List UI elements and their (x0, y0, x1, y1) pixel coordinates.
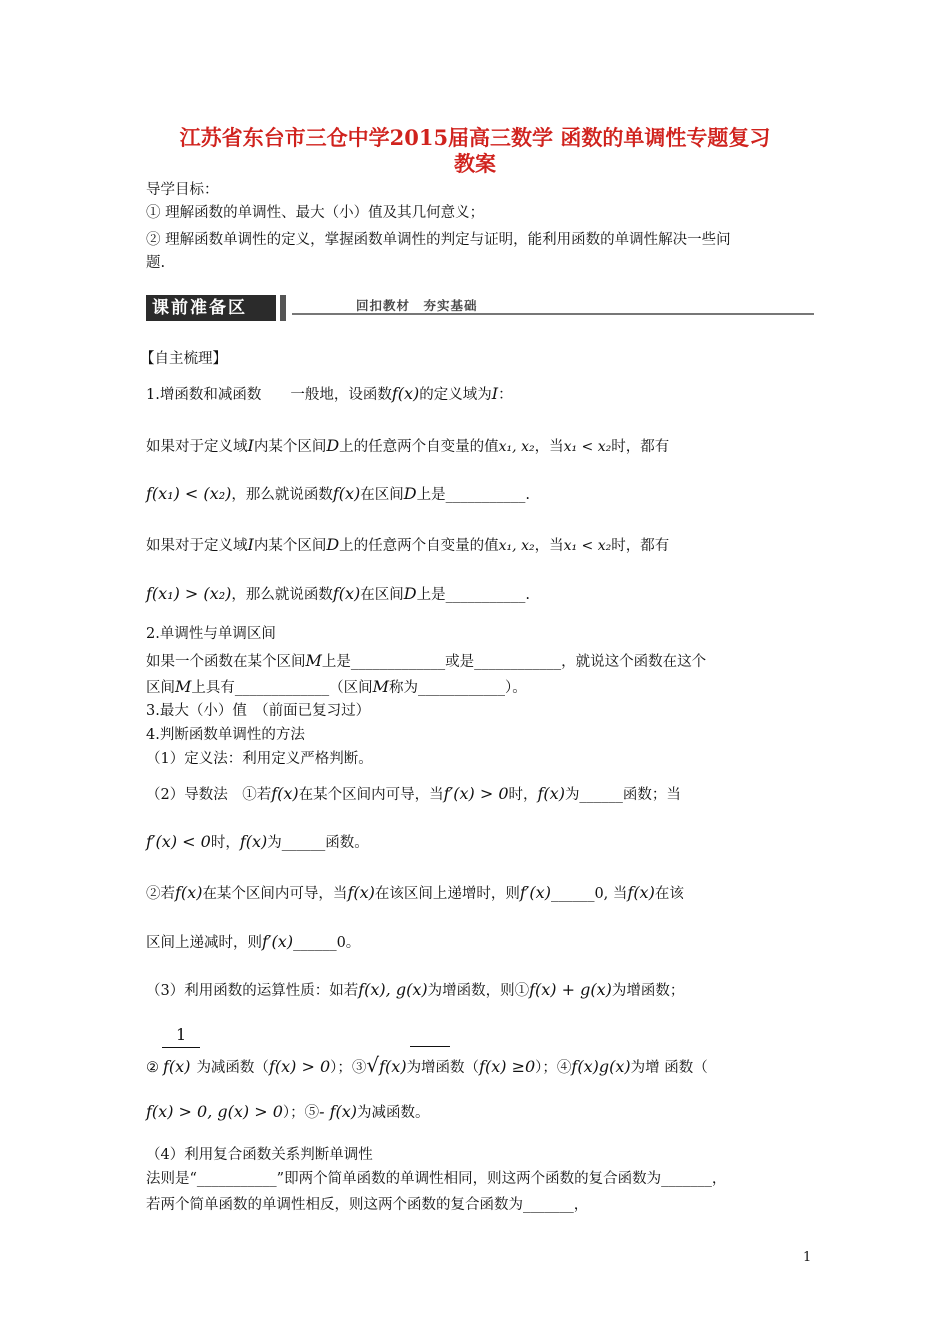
p4-composite-rule-2: 若两个简单函数的单调性相反，则这两个函数的复合函数为_______， (146, 1197, 589, 1213)
text: ______0。 (293, 935, 361, 951)
text: 内某个区间 (253, 538, 327, 554)
blank-answer: 上是___________. (416, 587, 530, 603)
text: 在区间 (360, 587, 404, 603)
text: 区间 (146, 680, 175, 696)
text: 在某个区间内可导，当 (202, 886, 348, 902)
document-title-line1: 江苏省东台市三仓中学2015届高三数学 函数的单调性专题复习 (179, 125, 771, 150)
text: 为______函数；当 (564, 787, 681, 803)
math-inequality: f(x₁) < (x₂) (146, 484, 232, 503)
text: 为减函数。 (357, 1105, 430, 1121)
text: 上是_____________或是____________，就说这个函数在这个 (321, 654, 707, 670)
text: 在某个区间内可导，当 (298, 787, 444, 803)
p4-operation-method (146, 980, 684, 1001)
math-D: D (403, 584, 417, 603)
section-heading: 【自主梳理】 (140, 351, 227, 367)
math-derivative-positive: f′(x) > 0 (443, 784, 509, 803)
text: ②若 (146, 886, 175, 902)
math-condition: x₁ < x₂ (563, 439, 612, 455)
p2-line2 (146, 677, 527, 698)
math-fx: f(x) (239, 832, 268, 851)
math-fx: f(x) (347, 883, 375, 902)
math-fx: f(x) (175, 883, 203, 902)
math-fprime: f′(x) (519, 883, 551, 902)
p4-heading: 4.判断函数单调性的方法 (146, 727, 305, 743)
text: 时， (508, 787, 538, 803)
math-I: I (247, 436, 254, 455)
text: 为增函数，则① (427, 983, 530, 999)
p4-composite-heading: （4）利用复合函数关系判断单调性 (146, 1147, 373, 1163)
p4-composite-rule-1: 法则是“___________”即两个简单函数的单调性相同，则这两个函数的复合函数为_______， (146, 1171, 727, 1187)
text: 如果对于定义域 (146, 538, 248, 554)
text: ）；④ (535, 1060, 572, 1076)
math-D: D (403, 484, 417, 503)
text: ，那么就说函数 (231, 487, 333, 503)
sqrt-bar (410, 1046, 450, 1047)
text: 为减函数（ (196, 1060, 269, 1076)
math-M: M (305, 651, 322, 670)
math-I: I (247, 535, 254, 554)
math-D: D (326, 436, 340, 455)
text: 为增函数； (611, 983, 685, 999)
math-condition: f(x) ≥0 (479, 1057, 536, 1076)
section-banner-label: 课前准备区 (146, 295, 276, 321)
text: 为______函数。 (267, 835, 369, 851)
math-fx: f(x) (391, 384, 420, 403)
text: 的定义域为 (419, 387, 492, 403)
fraction-numerator: 1 (176, 1025, 187, 1044)
p3-text: 3.最大（小）值 （前面已复习过） (146, 703, 371, 719)
math-inequality: f(x₁) > (x₂) (146, 584, 232, 603)
math-condition: f(x) > 0 (268, 1057, 331, 1076)
text: （3）利用函数的运算性质：如若 (146, 983, 359, 999)
math-fx: f(x) (627, 883, 655, 902)
math-fx: f(x) (271, 784, 299, 803)
text: 为增 函数（ (630, 1060, 708, 1076)
text: ： (498, 387, 513, 403)
p4-derivative-2-cont (146, 932, 360, 953)
p4-derivative-method-cont (146, 832, 369, 853)
p4-derivative-method (146, 784, 681, 805)
text: 上的任意两个自变量的值 (339, 538, 499, 554)
text: 在区间 (360, 487, 404, 503)
p1-increasing-def (146, 436, 669, 457)
math-M: M (372, 677, 390, 696)
math-x1-x2: x₁, x₂ (498, 439, 535, 455)
text: （2）导数法 ①若 (146, 787, 272, 803)
text: ）；⑤ (282, 1105, 320, 1121)
p1-intro (146, 384, 513, 405)
math-fx: f(x) (332, 584, 361, 603)
document-title-line2: 教案 (454, 151, 496, 176)
math-I: I (491, 384, 499, 403)
p4-definition-method: （1）定义法：利用定义严格判断。 (146, 751, 373, 767)
text: 时， (210, 835, 240, 851)
p1-increasing-def-cont (146, 484, 530, 505)
math-x1-x2: x₁, x₂ (498, 538, 535, 554)
p2-line1 (146, 651, 706, 672)
p2-heading: 2.单调性与单调区间 (146, 626, 276, 642)
banner-bar (280, 295, 286, 321)
sqrt-sign: √ (366, 1053, 380, 1077)
math-condition: x₁ < x₂ (563, 538, 612, 554)
text: 为增函数（ (406, 1060, 480, 1076)
goal-item-2-cont: 题. (146, 255, 166, 271)
math-condition: f(x) > 0, g(x) > 0 (146, 1102, 283, 1121)
text: 上具有_____________（区间 (191, 680, 373, 696)
math-sum: f(x) + g(x) (529, 980, 612, 999)
text: ，当 (534, 538, 564, 554)
page-number: 1 (803, 1250, 812, 1265)
math-fprime: f′(x) (262, 932, 294, 951)
math-fraction-denominator: f(x) (163, 1057, 191, 1076)
math-fx: f(x) (332, 484, 361, 503)
text: 如果一个函数在某个区间 (146, 654, 306, 670)
math-D: D (326, 535, 340, 554)
text: 上的任意两个自变量的值 (339, 439, 499, 455)
text: 称为____________）。 (389, 680, 527, 696)
text: ______0, 当 (550, 886, 628, 902)
text: 在该区间上递增时，则 (374, 886, 520, 902)
math-fx: f(x) (537, 784, 565, 803)
text: 1.增函数和减函数 一般地，设函数 (146, 387, 392, 403)
text: ，那么就说函数 (231, 587, 333, 603)
section-banner-subtitle: 回扣教材 夯实基础 (356, 298, 478, 313)
goals-heading: 导学目标： (146, 182, 219, 198)
fraction-bar (162, 1047, 200, 1048)
math-f-g: f(x), g(x) (358, 980, 428, 999)
p1-decreasing-def-cont (146, 584, 530, 605)
math-negative: - f(x) (319, 1102, 358, 1121)
blank-answer: 上是___________. (416, 487, 530, 503)
p4-operation-list (146, 1055, 708, 1078)
math-sqrt-arg: f(x) (379, 1057, 407, 1076)
p1-decreasing-def (146, 535, 669, 556)
p4-operation-list-cont (146, 1102, 430, 1123)
goal-item-1: ① 理解函数的单调性、最大（小）值及其几何意义； (146, 205, 485, 221)
text: 如果对于定义域 (146, 439, 248, 455)
text: 时，都有 (611, 439, 670, 455)
math-M: M (175, 677, 192, 696)
math-product: f(x)g(x) (571, 1057, 631, 1076)
text: 在该 (654, 886, 684, 902)
math-derivative-negative: f′(x) < 0 (146, 832, 211, 851)
goal-item-2: ② 理解函数单调性的定义，掌握函数单调性的判定与证明，能利用函数的单调性解决一些问 (146, 232, 731, 248)
p4-derivative-2 (146, 883, 684, 904)
text: 内某个区间 (253, 439, 327, 455)
text: ，当 (534, 439, 564, 455)
text: 区间上递减时，则 (146, 935, 262, 951)
text: ）；③ (330, 1060, 367, 1076)
text: 时，都有 (611, 538, 670, 554)
text: ② (146, 1060, 159, 1076)
